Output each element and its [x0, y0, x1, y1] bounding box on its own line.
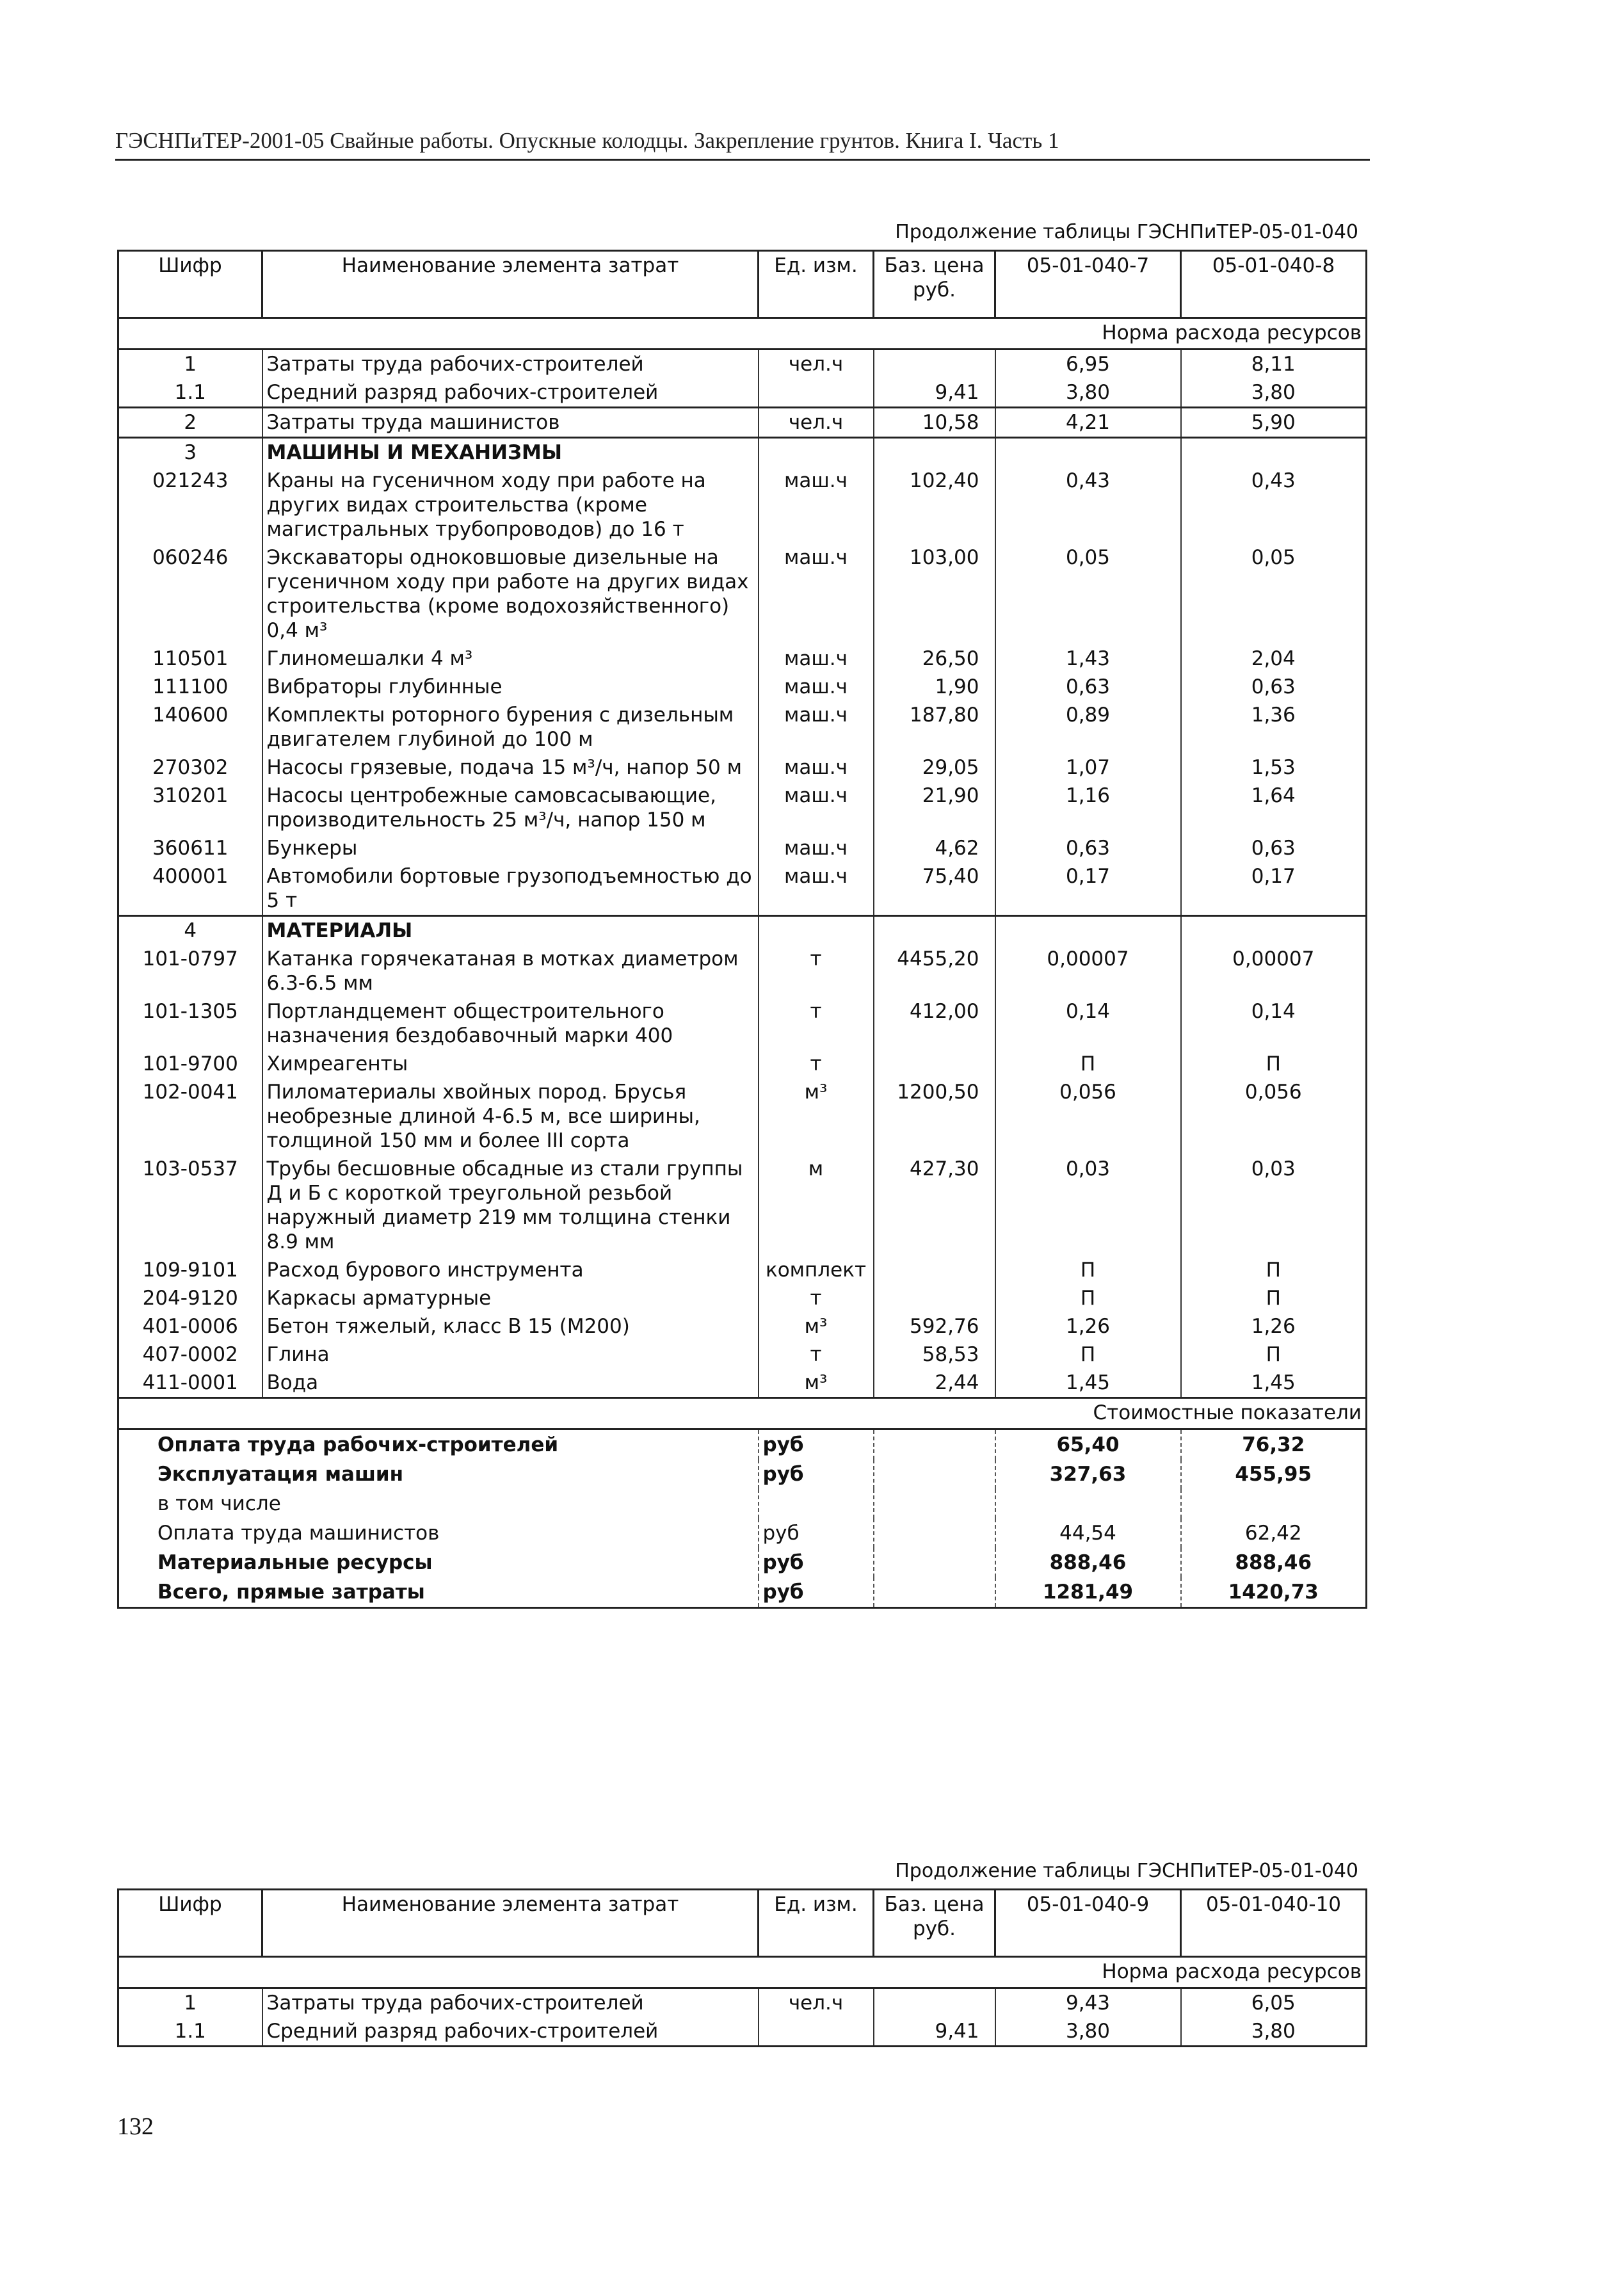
page-number: 132 — [117, 2113, 154, 2140]
cell-unit — [759, 438, 874, 467]
totals-label: Всего, прямые затраты — [118, 1577, 759, 1608]
table-row — [118, 701, 1367, 753]
norm-caption: Норма расхода ресурсов — [118, 1957, 1367, 1988]
table-row — [118, 1988, 1367, 2018]
table-row — [118, 916, 1367, 946]
table-row — [118, 862, 1367, 916]
cell-v1 — [995, 916, 1181, 946]
cell-unit: маш.ч — [759, 862, 874, 916]
totals-unit: руб — [759, 1577, 874, 1608]
table-row — [118, 378, 1367, 408]
cell-name: Каркасы арматурные — [262, 1284, 759, 1312]
table-row — [118, 350, 1367, 379]
cell-code: 401-0006 — [118, 1312, 262, 1340]
cell-unit — [759, 378, 874, 408]
cell-unit: чел.ч — [759, 408, 874, 438]
cell-price: 427,30 — [874, 1155, 995, 1256]
cell-price: 1200,50 — [874, 1078, 995, 1155]
cell-name: Портландцемент общестроительного назначения бездобавочный марки 400 — [262, 997, 759, 1050]
cell-name: Расход бурового инструмента — [262, 1256, 759, 1284]
cell-unit — [759, 916, 874, 946]
table-row — [118, 997, 1367, 1050]
totals-unit: руб — [759, 1460, 874, 1489]
col-header-code: Шифр — [118, 251, 262, 318]
totals-value-2: 1420,73 — [1181, 1577, 1367, 1608]
cell-v1: 4,21 — [995, 408, 1181, 438]
cell-price: 26,50 — [874, 645, 995, 673]
totals-value-1: 327,63 — [995, 1460, 1181, 1489]
cell-unit: маш.ч — [759, 834, 874, 862]
cell-price: 187,80 — [874, 701, 995, 753]
cell-code: 103-0537 — [118, 1155, 262, 1256]
totals-label: Оплата труда рабочих-строителей — [118, 1429, 759, 1460]
cell-name: Краны на гусеничном ходу при работе на других видах строительства (кроме магистральных трубопроводов) до 16 т — [262, 467, 759, 543]
totals-empty-price — [874, 1518, 995, 1548]
totals-row — [118, 1548, 1367, 1577]
totals-value-2: 455,95 — [1181, 1460, 1367, 1489]
cell-price: 102,40 — [874, 467, 995, 543]
cell-code: 102-0041 — [118, 1078, 262, 1155]
cell-v1: 0,89 — [995, 701, 1181, 753]
totals-empty-price — [874, 1548, 995, 1577]
table-row — [118, 1256, 1367, 1284]
totals-value-1: 65,40 — [995, 1429, 1181, 1460]
cell-v2: 0,03 — [1181, 1155, 1367, 1256]
cell-v2: 0,14 — [1181, 997, 1367, 1050]
cell-v2: 0,056 — [1181, 1078, 1367, 1155]
cell-name: Катанка горячекатаная в мотках диаметром 6.3-6.5 мм — [262, 945, 759, 997]
table-row — [118, 543, 1367, 645]
cell-code: 204-9120 — [118, 1284, 262, 1312]
cell-v2: 0,17 — [1181, 862, 1367, 916]
cell-v1: 0,03 — [995, 1155, 1181, 1256]
cell-price: 58,53 — [874, 1340, 995, 1369]
cell-code: 4 — [118, 916, 262, 946]
totals-empty-price — [874, 1489, 995, 1518]
table-row — [118, 945, 1367, 997]
cell-v1: 3,80 — [995, 378, 1181, 408]
table-row — [118, 438, 1367, 467]
cell-unit: маш.ч — [759, 753, 874, 782]
cell-v2: 1,45 — [1181, 1369, 1367, 1398]
col-header-v2: 05-01-040-8 — [1181, 251, 1367, 318]
totals-unit — [759, 1489, 874, 1518]
cell-v2: П — [1181, 1256, 1367, 1284]
cell-code: 270302 — [118, 753, 262, 782]
totals-unit: руб — [759, 1518, 874, 1548]
table-row — [118, 1050, 1367, 1078]
table-row — [118, 2017, 1367, 2047]
cell-name: Средний разряд рабочих-строителей — [262, 378, 759, 408]
totals-label: Оплата труда машинистов — [118, 1518, 759, 1548]
cell-v1: 0,14 — [995, 997, 1181, 1050]
cell-price: 9,41 — [874, 2017, 995, 2047]
cell-name: Бункеры — [262, 834, 759, 862]
cell-v2: 1,53 — [1181, 753, 1367, 782]
cell-v2: 0,43 — [1181, 467, 1367, 543]
cell-code: 1.1 — [118, 378, 262, 408]
cell-unit: т — [759, 1284, 874, 1312]
cell-unit — [759, 2017, 874, 2047]
totals-value-1: 888,46 — [995, 1548, 1181, 1577]
totals-empty-price — [874, 1460, 995, 1489]
col-header-price: Баз. цена руб. — [874, 251, 995, 318]
cell-name: Затраты труда машинистов — [262, 408, 759, 438]
table-row — [118, 1155, 1367, 1256]
table-row — [118, 408, 1367, 438]
table1-norm-row — [118, 318, 1367, 350]
cell-v2: 0,63 — [1181, 834, 1367, 862]
cell-v1: 0,17 — [995, 862, 1181, 916]
cell-code: 360611 — [118, 834, 262, 862]
cell-price: 4,62 — [874, 834, 995, 862]
cell-v1: 0,00007 — [995, 945, 1181, 997]
cell-code: 400001 — [118, 862, 262, 916]
cost-caption: Стоимостные показатели — [118, 1398, 1367, 1429]
totals-label: в том числе — [118, 1489, 759, 1518]
totals-value-2: 76,32 — [1181, 1429, 1367, 1460]
cell-v1 — [995, 438, 1181, 467]
cell-v2 — [1181, 438, 1367, 467]
cell-name: Бетон тяжелый, класс В 15 (М200) — [262, 1312, 759, 1340]
cell-v2: П — [1181, 1340, 1367, 1369]
table-row — [118, 673, 1367, 701]
cell-unit: комплект — [759, 1256, 874, 1284]
cell-unit: маш.ч — [759, 645, 874, 673]
totals-value-2: 888,46 — [1181, 1548, 1367, 1577]
cell-name: Насосы грязевые, подача 15 м³/ч, напор 50 м — [262, 753, 759, 782]
cell-v2: 0,00007 — [1181, 945, 1367, 997]
cell-v2: 2,04 — [1181, 645, 1367, 673]
cell-code: 021243 — [118, 467, 262, 543]
cell-v1: 0,63 — [995, 673, 1181, 701]
cell-v2: П — [1181, 1284, 1367, 1312]
cell-v2: 1,36 — [1181, 701, 1367, 753]
cell-name: Насосы центробежные самовсасывающие, производительность 25 м³/ч, напор 150 м — [262, 782, 759, 834]
totals-unit: руб — [759, 1429, 874, 1460]
table2 — [117, 1888, 1367, 2047]
table2-continuation-label: Продолжение таблицы ГЭСНПиТЕР-05-01-040 — [895, 1860, 1358, 1882]
cell-unit: т — [759, 997, 874, 1050]
cell-price — [874, 916, 995, 946]
cell-unit: м³ — [759, 1078, 874, 1155]
table-row — [118, 1312, 1367, 1340]
table-row — [118, 1340, 1367, 1369]
cell-name: Трубы бесшовные обсадные из стали группы Д и Б с короткой треугольной резьбой наружный диаметр 219 мм толщина стенки 8.9 мм — [262, 1155, 759, 1256]
cell-unit: маш.ч — [759, 467, 874, 543]
cost-caption-row — [118, 1398, 1367, 1429]
cell-unit: чел.ч — [759, 350, 874, 379]
cell-price: 21,90 — [874, 782, 995, 834]
totals-row — [118, 1460, 1367, 1489]
totals-row — [118, 1577, 1367, 1608]
cell-name: Затраты труда рабочих-строителей — [262, 350, 759, 379]
cell-price: 412,00 — [874, 997, 995, 1050]
cell-price — [874, 1256, 995, 1284]
cell-price: 4455,20 — [874, 945, 995, 997]
totals-label: Эксплуатация машин — [118, 1460, 759, 1489]
cell-name: Автомобили бортовые грузоподъемностью до 5 т — [262, 862, 759, 916]
cell-code: 1.1 — [118, 2017, 262, 2047]
cell-name: Глиномешалки 4 м³ — [262, 645, 759, 673]
col-header-unit: Ед. изм. — [759, 251, 874, 318]
col-header-v2: 05-01-040-10 — [1181, 1890, 1367, 1957]
col-header-unit: Ед. изм. — [759, 1890, 874, 1957]
totals-unit: руб — [759, 1548, 874, 1577]
cell-price: 2,44 — [874, 1369, 995, 1398]
cell-price: 1,90 — [874, 673, 995, 701]
cell-v1: 1,43 — [995, 645, 1181, 673]
cell-v1: 0,63 — [995, 834, 1181, 862]
cell-name: Средний разряд рабочих-строителей — [262, 2017, 759, 2047]
cell-price: 75,40 — [874, 862, 995, 916]
totals-value-2 — [1181, 1489, 1367, 1518]
cell-unit: м³ — [759, 1369, 874, 1398]
cell-code: 411-0001 — [118, 1369, 262, 1398]
cell-v1: 0,43 — [995, 467, 1181, 543]
cell-name: МАТЕРИАЛЫ — [262, 916, 759, 946]
cell-unit: м — [759, 1155, 874, 1256]
cell-code: 407-0002 — [118, 1340, 262, 1369]
cell-v1: 1,07 — [995, 753, 1181, 782]
cell-v1: П — [995, 1284, 1181, 1312]
table-row — [118, 467, 1367, 543]
cell-name: Химреагенты — [262, 1050, 759, 1078]
cell-v2: 0,63 — [1181, 673, 1367, 701]
cell-name: Пиломатериалы хвойных пород. Брусья необрезные длиной 4-6.5 м, все ширины, толщиной 150 мм и более III сорта — [262, 1078, 759, 1155]
cell-v2: 5,90 — [1181, 408, 1367, 438]
cell-v1: П — [995, 1050, 1181, 1078]
cell-unit: т — [759, 945, 874, 997]
cell-price: 103,00 — [874, 543, 995, 645]
cell-v1: 1,16 — [995, 782, 1181, 834]
totals-value-1: 1281,49 — [995, 1577, 1181, 1608]
cell-price — [874, 438, 995, 467]
cell-unit: маш.ч — [759, 701, 874, 753]
cell-v2: 1,64 — [1181, 782, 1367, 834]
cell-unit: чел.ч — [759, 1988, 874, 2018]
cell-unit: т — [759, 1050, 874, 1078]
cell-price: 9,41 — [874, 378, 995, 408]
totals-value-2: 62,42 — [1181, 1518, 1367, 1548]
table2-norm-row — [118, 1957, 1367, 1988]
cell-v1: 0,056 — [995, 1078, 1181, 1155]
cell-unit: маш.ч — [759, 782, 874, 834]
cell-code: 1 — [118, 1988, 262, 2018]
table-row — [118, 753, 1367, 782]
cell-code: 310201 — [118, 782, 262, 834]
totals-row — [118, 1429, 1367, 1460]
cell-v2 — [1181, 916, 1367, 946]
cell-unit: т — [759, 1340, 874, 1369]
cell-price: 592,76 — [874, 1312, 995, 1340]
table-row — [118, 645, 1367, 673]
cell-code: 101-9700 — [118, 1050, 262, 1078]
table2-header-row — [118, 1890, 1367, 1957]
cell-v2: 3,80 — [1181, 378, 1367, 408]
cell-name: Вибраторы глубинные — [262, 673, 759, 701]
cell-v2: П — [1181, 1050, 1367, 1078]
cell-code: 060246 — [118, 543, 262, 645]
cell-unit: маш.ч — [759, 543, 874, 645]
cell-code: 111100 — [118, 673, 262, 701]
cell-v2: 8,11 — [1181, 350, 1367, 379]
cell-code: 101-1305 — [118, 997, 262, 1050]
cell-v2: 6,05 — [1181, 1988, 1367, 2018]
cell-name: Комплекты роторного бурения с дизельным двигателем глубиной до 100 м — [262, 701, 759, 753]
cell-v2: 3,80 — [1181, 2017, 1367, 2047]
table1 — [117, 250, 1367, 1609]
cell-price — [874, 1988, 995, 2018]
table-row — [118, 1369, 1367, 1398]
cell-name: МАШИНЫ И МЕХАНИЗМЫ — [262, 438, 759, 467]
totals-row — [118, 1518, 1367, 1548]
cell-code: 109-9101 — [118, 1256, 262, 1284]
norm-caption: Норма расхода ресурсов — [118, 318, 1367, 350]
col-header-name: Наименование элемента затрат — [262, 251, 759, 318]
col-header-v1: 05-01-040-7 — [995, 251, 1181, 318]
cell-code: 2 — [118, 408, 262, 438]
cell-v1: 6,95 — [995, 350, 1181, 379]
cell-code: 110501 — [118, 645, 262, 673]
cell-name: Глина — [262, 1340, 759, 1369]
cell-v2: 1,26 — [1181, 1312, 1367, 1340]
cell-v1: 9,43 — [995, 1988, 1181, 2018]
cell-code: 1 — [118, 350, 262, 379]
totals-label: Материальные ресурсы — [118, 1548, 759, 1577]
totals-value-1 — [995, 1489, 1181, 1518]
cell-code: 3 — [118, 438, 262, 467]
cell-unit: м³ — [759, 1312, 874, 1340]
totals-row — [118, 1489, 1367, 1518]
totals-empty-price — [874, 1429, 995, 1460]
cell-unit: маш.ч — [759, 673, 874, 701]
totals-value-1: 44,54 — [995, 1518, 1181, 1548]
cell-v1: 1,26 — [995, 1312, 1181, 1340]
cell-name: Экскаваторы одноковшовые дизельные на гусеничном ходу при работе на других видах строительства (кроме водохозяйственного) 0,4 м³ — [262, 543, 759, 645]
cell-name: Вода — [262, 1369, 759, 1398]
table-row — [118, 834, 1367, 862]
running-header: ГЭСНПиТЕР-2001-05 Свайные работы. Опускные колодцы. Закрепление грунтов. Книга I. Часть 1 — [115, 128, 1370, 161]
totals-empty-price — [874, 1577, 995, 1608]
col-header-name: Наименование элемента затрат — [262, 1890, 759, 1957]
cell-price — [874, 1050, 995, 1078]
col-header-price: Баз. цена руб. — [874, 1890, 995, 1957]
table-row — [118, 782, 1367, 834]
cell-v1: 1,45 — [995, 1369, 1181, 1398]
table-row — [118, 1078, 1367, 1155]
col-header-code: Шифр — [118, 1890, 262, 1957]
cell-price: 10,58 — [874, 408, 995, 438]
table-row — [118, 1284, 1367, 1312]
cell-v1: 3,80 — [995, 2017, 1181, 2047]
cell-code: 101-0797 — [118, 945, 262, 997]
cell-v1: П — [995, 1340, 1181, 1369]
table1-continuation-label: Продолжение таблицы ГЭСНПиТЕР-05-01-040 — [895, 221, 1358, 243]
table1-header-row — [118, 251, 1367, 318]
cell-name: Затраты труда рабочих-строителей — [262, 1988, 759, 2018]
cell-code: 140600 — [118, 701, 262, 753]
cell-price — [874, 350, 995, 379]
cell-v1: П — [995, 1256, 1181, 1284]
col-header-v1: 05-01-040-9 — [995, 1890, 1181, 1957]
cell-v2: 0,05 — [1181, 543, 1367, 645]
cell-v1: 0,05 — [995, 543, 1181, 645]
cell-price — [874, 1284, 995, 1312]
cell-price: 29,05 — [874, 753, 995, 782]
